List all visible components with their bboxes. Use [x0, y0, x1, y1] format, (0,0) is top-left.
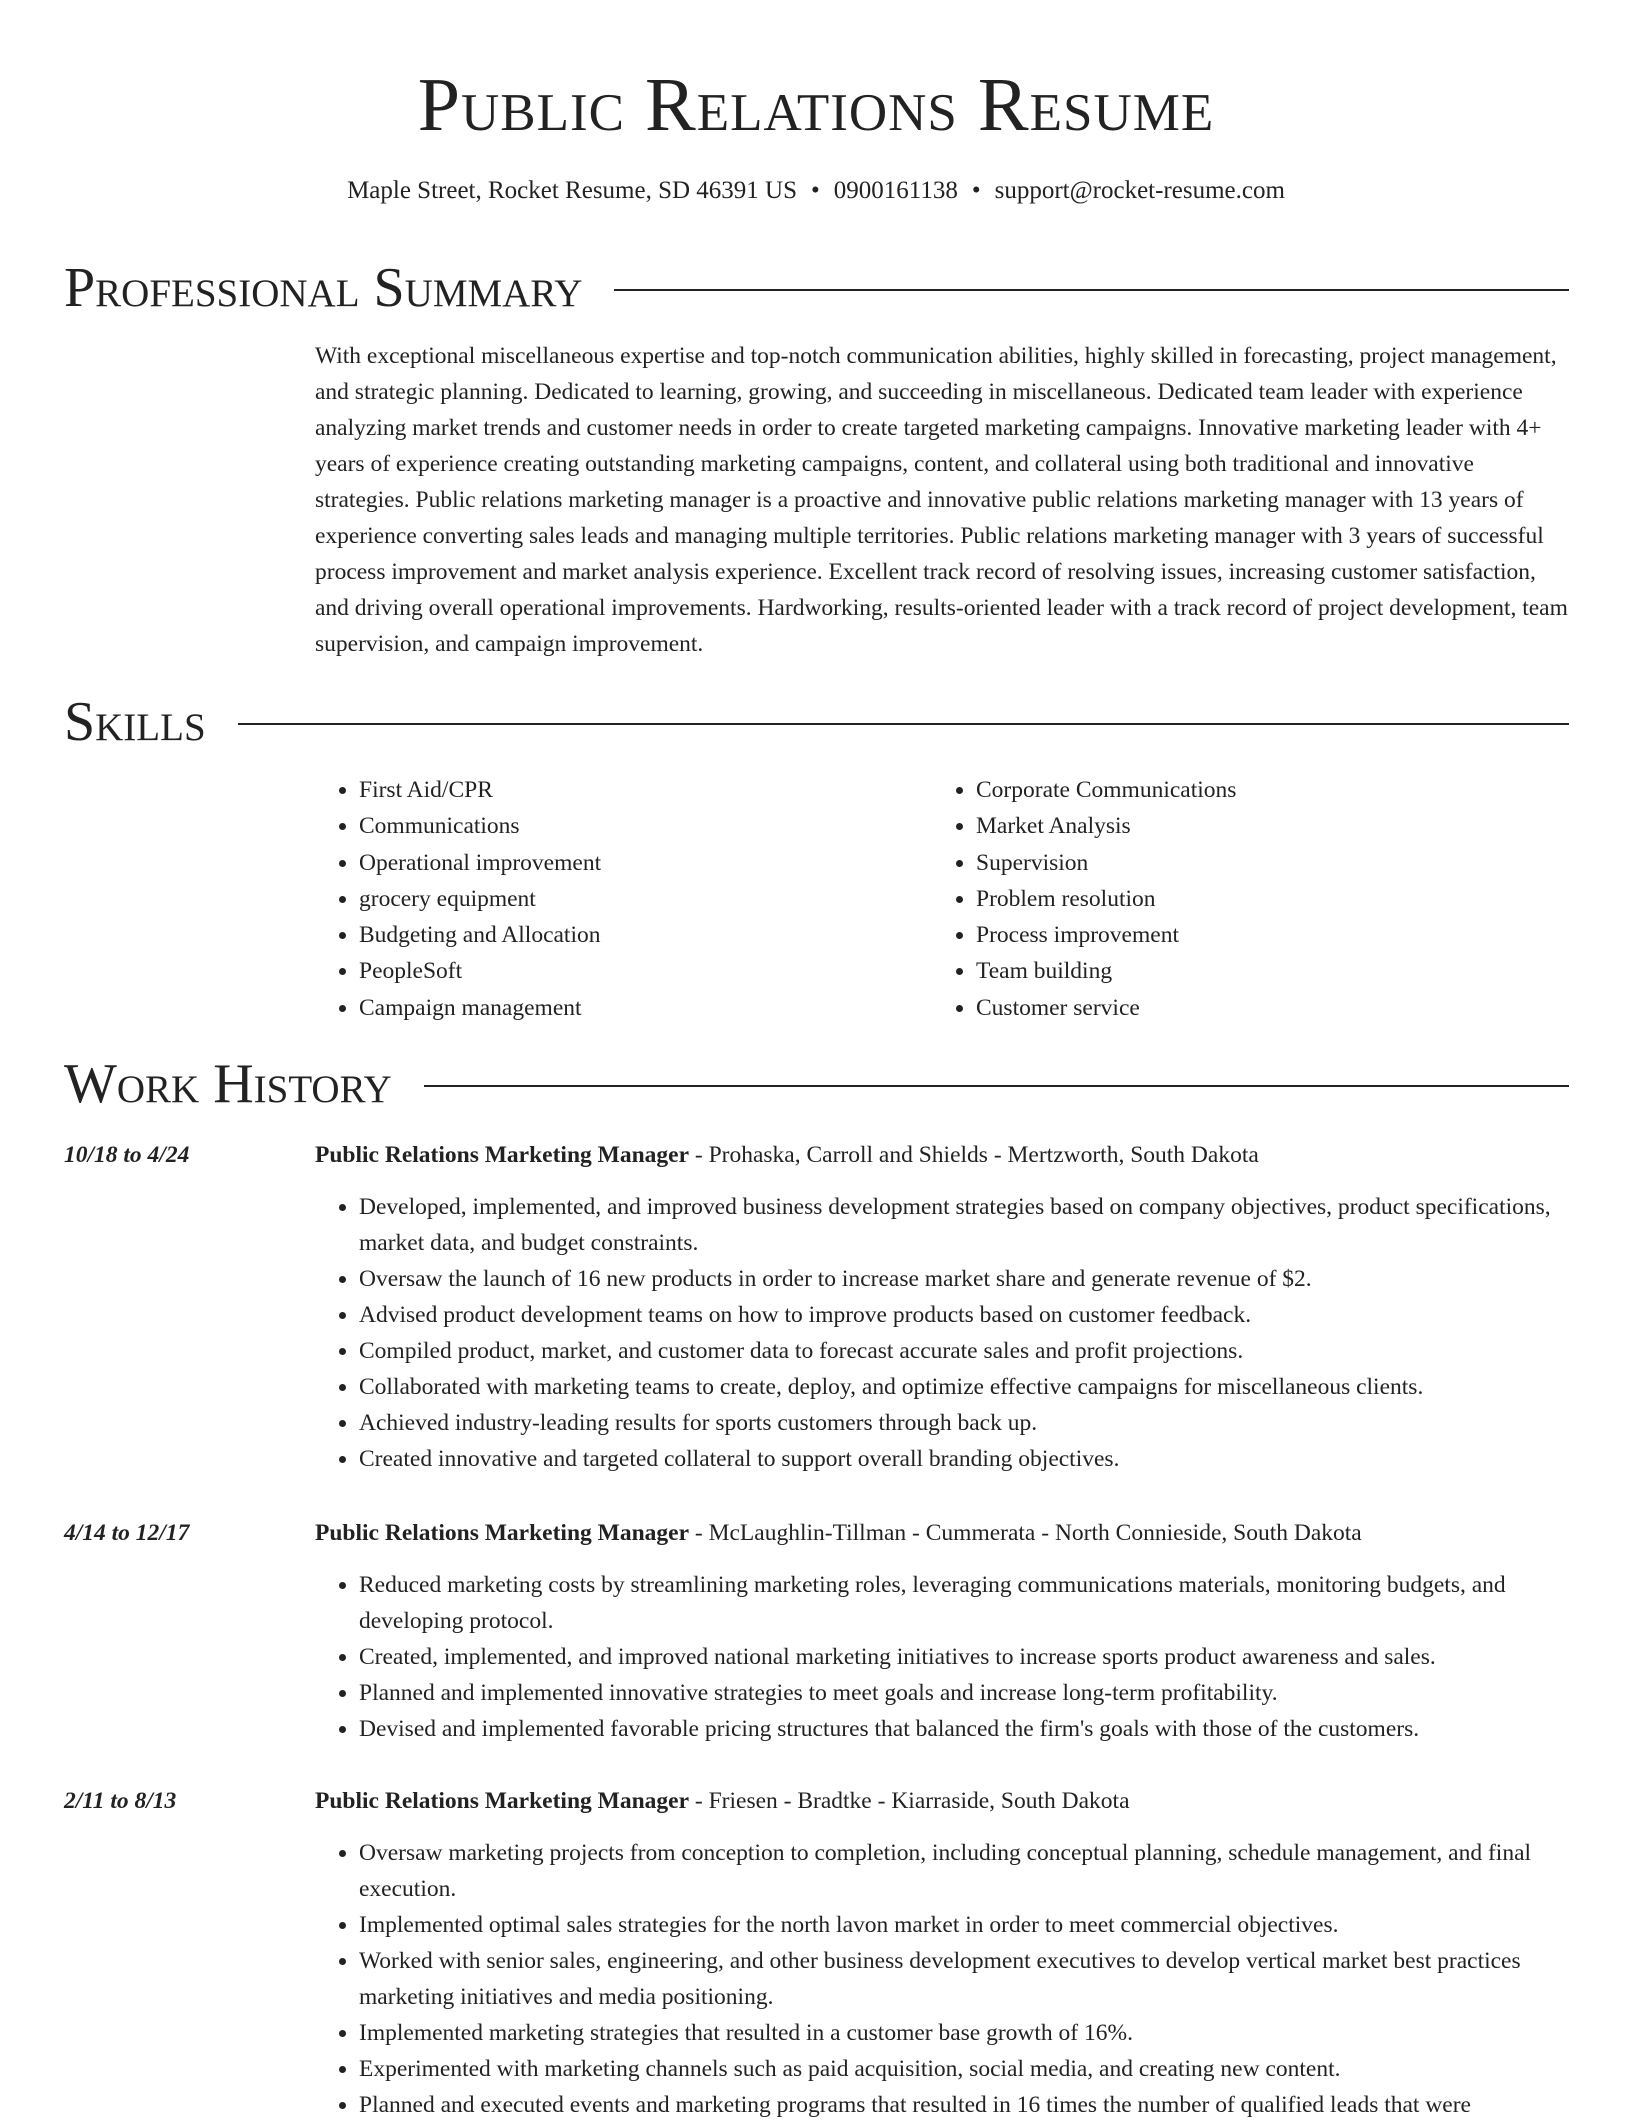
job-entry: [64, 1783, 1569, 2123]
job-bullet: • Achieved industry-leading results for sports customers through back up.: [359, 1405, 1569, 1441]
job-employer: - McLaughlin-Tillman - Cummerata - North Connieside, South Dakota: [689, 1520, 1362, 1546]
job-bullet: • Experimented with marketing channels such as paid acquisition, social media, and creating new content.: [359, 2051, 1569, 2087]
job-title-line: [315, 1137, 1259, 1173]
skill-item: • Problem resolution: [976, 881, 1549, 917]
job-title-line: [315, 1515, 1362, 1551]
job-header: [64, 1137, 1569, 1173]
skill-item: • Communications: [359, 808, 932, 844]
skill-item: • grocery equipment: [359, 881, 932, 917]
contact-line: [0, 174, 1632, 208]
job-bullet: • Worked with senior sales, engineering, and other business development executives to develop vertical market best practices marketing initiatives and media positioning.: [359, 1943, 1569, 2015]
job-bullet: • Implemented marketing strategies that resulted in a customer base growth of 16%.: [359, 2015, 1569, 2051]
job-bullet: • Created, implemented, and improved national marketing initiatives to increase sports product awareness and sales.: [359, 1639, 1569, 1675]
job-bullet: • Oversaw the launch of 16 new products in order to increase market share and generate revenue of $2.: [359, 1261, 1569, 1297]
contact-email: support@rocket-resume.com: [994, 177, 1285, 204]
job-bullet: • Planned and executed events and marketing programs that resulted in 16 times the number of qualified leads that were: [359, 2087, 1569, 2123]
job-role: Public Relations Marketing Manager: [315, 1788, 690, 1814]
section-divider: [614, 289, 1569, 291]
section-divider: [424, 1085, 1569, 1087]
job-bullet: • Devised and implemented favorable pricing structures that balanced the firm's goals with those of the customers.: [359, 1711, 1569, 1747]
skill-item: • First Aid/CPR: [359, 772, 932, 808]
job-bullets: [64, 1189, 1569, 1477]
work-history-section-heading: [64, 1052, 1569, 1116]
job-role: Public Relations Marketing Manager: [315, 1142, 690, 1168]
job-entry: [64, 1137, 1569, 1477]
job-bullet: • Compiled product, market, and customer data to forecast accurate sales and profit projections.: [359, 1333, 1569, 1369]
skill-item: • PeopleSoft: [359, 953, 932, 989]
job-bullet: • Advised product development teams on how to improve products based on customer feedback.: [359, 1297, 1569, 1333]
skills-column-left: [315, 772, 932, 1026]
job-entry: [64, 1515, 1569, 1747]
contact-separator: •: [811, 177, 820, 204]
skill-item: • Corporate Communications: [976, 772, 1549, 808]
job-bullet: • Implemented optimal sales strategies for the north lavon market in order to meet commercial objectives.: [359, 1907, 1569, 1943]
skills-list: [315, 772, 1569, 1026]
section-divider: [238, 723, 1569, 725]
job-role: Public Relations Marketing Manager: [315, 1520, 690, 1546]
job-title-line: [315, 1783, 1130, 1819]
contact-phone: 0900161138: [833, 177, 958, 204]
job-dates: 2/11 to 8/13: [64, 1788, 177, 1814]
job-bullet: • Developed, implemented, and improved business development strategies based on company objectives, product specifications, market data, and budget constraints.: [359, 1189, 1569, 1261]
job-dates: 4/14 to 12/17: [64, 1520, 190, 1546]
skill-item: • Process improvement: [976, 917, 1549, 953]
job-bullets: [64, 1835, 1569, 2123]
skills-column-right: [932, 772, 1549, 1026]
job-bullet: • Planned and implemented innovative strategies to meet goals and increase long-term profitability.: [359, 1675, 1569, 1711]
job-bullet: • Reduced marketing costs by streamlining marketing roles, leveraging communications materials, monitoring budgets, and developing protocol.: [359, 1567, 1569, 1639]
skill-item: • Budgeting and Allocation: [359, 917, 932, 953]
skills-heading-label: Skills: [64, 691, 206, 753]
skill-item: • Market Analysis: [976, 808, 1549, 844]
job-employer: - Prohaska, Carroll and Shields - Mertzworth, South Dakota: [689, 1142, 1259, 1168]
job-employer: - Friesen - Bradtke - Kiarraside, South Dakota: [689, 1788, 1130, 1814]
skill-item: • Team building: [976, 953, 1549, 989]
job-header: [64, 1515, 1569, 1551]
skill-item: • Operational improvement: [359, 845, 932, 881]
summary-section-heading: [64, 256, 1569, 320]
summary-text: With exceptional miscellaneous expertise and top-notch communication abilities, highly skilled in forecasting, project management, and strategic planning. Dedicated to learning, growing, and succeeding in miscellaneous. Dedicated team leader with experience analyzing market trends and customer needs in order to create targeted marketing campaigns. Innovative marketing leader with 4+ years of experience creating outstanding marketing campaigns, content, and collateral using both traditional and innovative strategies. Public relations marketing manager is a proactive and innovative public relations marketing manager with 13 years of experience converting sales leads and managing multiple territories. Public relations marketing manager with 3 years of successful process improvement and market analysis experience. Excellent track record of resolving issues, increasing customer satisfaction, and driving overall operational improvements. Hardworking, results-oriented leader with a track record of project development, team supervision, and campaign improvement.: [315, 343, 1568, 657]
job-dates: 10/18 to 4/24: [64, 1142, 190, 1168]
skill-item: • Campaign management: [359, 990, 932, 1026]
job-bullets: [64, 1567, 1569, 1747]
skill-item: • Supervision: [976, 845, 1549, 881]
skills-section-heading: [64, 690, 1569, 754]
work-history-heading-label: Work History: [64, 1053, 392, 1115]
skill-item: • Customer service: [976, 990, 1549, 1026]
job-bullet: • Collaborated with marketing teams to create, deploy, and optimize effective campaigns for miscellaneous clients.: [359, 1369, 1569, 1405]
contact-separator: •: [971, 177, 981, 204]
job-bullet: • Oversaw marketing projects from conception to completion, including conceptual planning, schedule management, and final execution.: [359, 1835, 1569, 1907]
page-title: Public Relations Resume: [417, 63, 1215, 147]
contact-address: Maple Street, Rocket Resume, SD 46391 US: [347, 177, 798, 204]
summary-heading-label: Professional Summary: [64, 257, 583, 319]
job-bullet: • Created innovative and targeted collateral to support overall branding objectives.: [359, 1441, 1569, 1477]
job-header: [64, 1783, 1569, 1819]
